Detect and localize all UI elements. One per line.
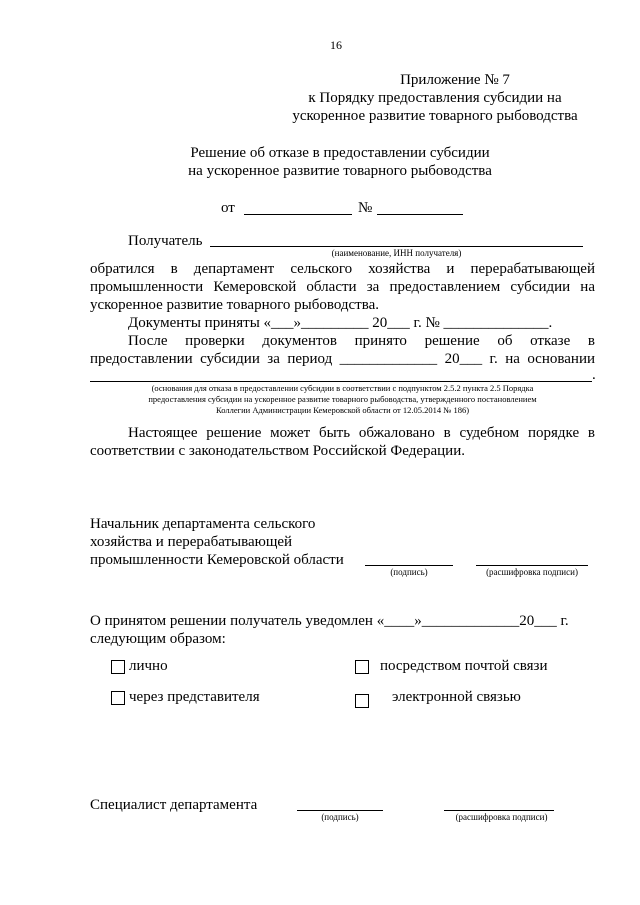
option-electronic-label: электронной связью [392, 689, 521, 705]
number-field-line[interactable] [377, 214, 463, 215]
head-title-line-1: Начальник департамента сельского [90, 516, 316, 532]
head-signature-caption: (подпись) [390, 567, 428, 577]
document-title-line-2: на ускоренное развитие товарного рыбоводства [188, 163, 492, 179]
checkbox-via-representative[interactable] [111, 691, 125, 705]
notification-line-1: О принятом решении получатель уведомлен «____»_____________20___ г. [90, 613, 569, 629]
body-paragraph-1-line-2: промышленности Кемеровской области за предоставлением субсидии на [90, 279, 595, 295]
specialist-decode-line[interactable] [444, 810, 554, 811]
recipient-label: Получатель [128, 233, 203, 249]
basis-caption-line-3: Коллегии Администрации Кемеровской области от 12.05.2014 № 186) [215, 405, 470, 415]
specialist-signature-line[interactable] [297, 810, 383, 811]
head-title-line-2: хозяйства и перерабатывающей [90, 534, 293, 550]
date-field-line[interactable] [244, 214, 352, 215]
body-paragraph-1-line-3: ускоренное развитие товарного рыбоводства. [90, 297, 380, 313]
basis-field-end: . [592, 367, 596, 383]
option-by-mail-label: посредством почтой связи [380, 658, 548, 674]
checkbox-electronic[interactable] [355, 694, 369, 708]
appendix-line-2: к Порядку предоставления субсидии на [308, 90, 562, 106]
head-decode-caption: (расшифровка подписи) [486, 567, 578, 577]
basis-field-line[interactable] [90, 381, 592, 382]
basis-caption-line-1: (основания для отказа в предоставлении субсидии в соответствии с подпунктом 2.5.2 пункта 2.5 Порядка [151, 383, 534, 393]
recipient-field-line[interactable] [210, 246, 583, 247]
checkbox-personally[interactable] [111, 660, 125, 674]
documents-accepted-line: Документы приняты «___»_________ 20___ г. № ______________. [128, 315, 553, 331]
head-decode-line[interactable] [476, 565, 588, 566]
appeal-line-2: соответствии с законодательством Российской Федерации. [90, 443, 465, 459]
basis-caption-line-2: предоставления субсидии на ускоренное развитие товарного рыбоводства, утвержденного постановлением [148, 394, 537, 404]
body-paragraph-3-line-1: После проверки документов принято решение об отказе в [128, 333, 595, 349]
appeal-line-1: Настоящее решение может быть обжаловано в судебном порядке в [128, 425, 595, 441]
body-paragraph-1-line-1: обратился в департамент сельского хозяйства и перерабатывающей [90, 261, 595, 277]
specialist-label: Специалист департамента [90, 797, 258, 813]
head-title-line-3: промышленности Кемеровской области [90, 552, 344, 568]
date-from-label: от [221, 200, 235, 216]
number-sign-label: № [358, 200, 373, 216]
specialist-signature-caption: (подпись) [321, 812, 359, 822]
notification-line-2: следующим образом: [90, 631, 226, 647]
appendix-line-1: Приложение № 7 [400, 72, 510, 88]
body-paragraph-3-line-2: предоставлении субсидии за период _____________ 20___ г. на основании [90, 351, 595, 367]
checkbox-by-mail[interactable] [355, 660, 369, 674]
recipient-caption: (наименование, ИНН получателя) [331, 248, 462, 258]
document-title-line-1: Решение об отказе в предоставлении субсидии [190, 145, 490, 161]
head-signature-line[interactable] [365, 565, 453, 566]
option-via-representative-label: через представителя [129, 689, 260, 705]
specialist-decode-caption: (расшифровка подписи) [455, 812, 548, 822]
option-personally-label: лично [129, 658, 168, 674]
page-number: 16 [330, 38, 342, 52]
appendix-line-3: ускоренное развитие товарного рыбоводства [292, 108, 578, 124]
